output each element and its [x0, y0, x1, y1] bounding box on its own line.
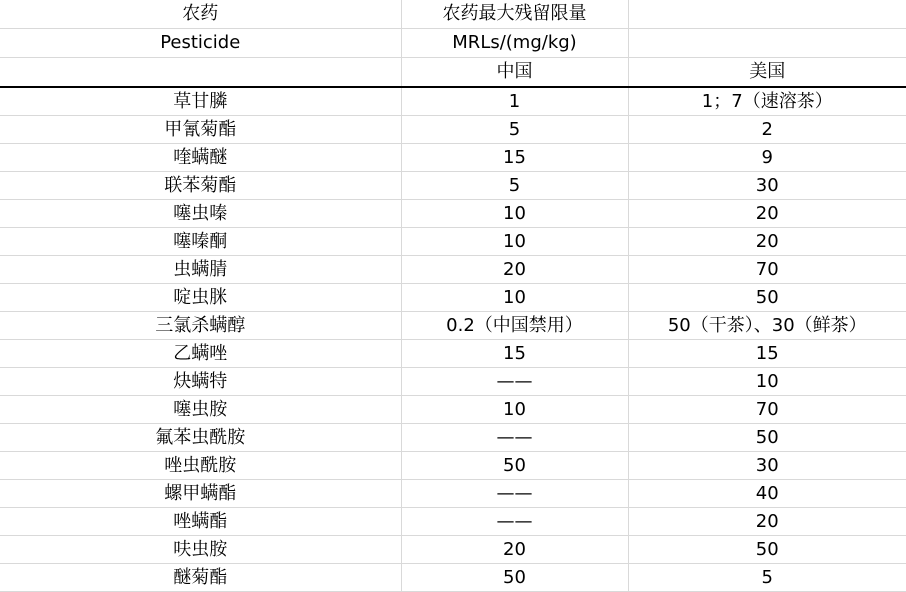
table-row — [0, 284, 906, 312]
pesticide-name-cell: 虫螨腈 — [0, 256, 401, 284]
pesticide-name-cell: 氟苯虫酰胺 — [0, 424, 401, 452]
table-row — [0, 480, 906, 508]
china-mrl-cell: —— — [401, 424, 628, 452]
table-row — [0, 256, 906, 284]
header-mrl-unit: MRLs/(mg/kg) — [401, 29, 628, 58]
data-rows — [0, 87, 906, 592]
pesticide-name-cell: 噻嗪酮 — [0, 228, 401, 256]
usa-mrl-cell: 50 — [628, 536, 906, 564]
china-mrl-cell: 5 — [401, 116, 628, 144]
usa-mrl-cell: 20 — [628, 228, 906, 256]
usa-mrl-cell: 2 — [628, 116, 906, 144]
table-row — [0, 564, 906, 592]
usa-mrl-cell: 1；7（速溶茶） — [628, 87, 906, 116]
china-mrl-cell: 50 — [401, 564, 628, 592]
table-row — [0, 144, 906, 172]
table-row — [0, 508, 906, 536]
header-row-1 — [0, 0, 906, 29]
table-row — [0, 396, 906, 424]
table-row — [0, 116, 906, 144]
china-mrl-cell: 15 — [401, 144, 628, 172]
pesticide-name-cell: 联苯菊酯 — [0, 172, 401, 200]
header-empty-cell — [628, 29, 906, 58]
header-empty-cell — [628, 0, 906, 29]
china-mrl-cell: 5 — [401, 172, 628, 200]
table-row — [0, 228, 906, 256]
china-mrl-cell: 10 — [401, 200, 628, 228]
header-pesticide-zh: 农药 — [0, 0, 401, 29]
header-row-2 — [0, 29, 906, 58]
table-row — [0, 200, 906, 228]
usa-mrl-cell: 50（干茶）、30（鲜茶） — [628, 312, 906, 340]
header-pesticide-en: Pesticide — [0, 29, 401, 58]
header-mrl-zh: 农药最大残留限量 — [401, 0, 628, 29]
usa-mrl-cell: 50 — [628, 284, 906, 312]
china-mrl-cell: 15 — [401, 340, 628, 368]
table-row — [0, 340, 906, 368]
china-mrl-cell: —— — [401, 508, 628, 536]
table-row — [0, 87, 906, 116]
china-mrl-cell: 10 — [401, 284, 628, 312]
table-row — [0, 172, 906, 200]
header-usa: 美国 — [628, 58, 906, 88]
pesticide-name-cell: 三氯杀螨醇 — [0, 312, 401, 340]
usa-mrl-cell: 9 — [628, 144, 906, 172]
table-row — [0, 368, 906, 396]
header-row-3 — [0, 58, 906, 88]
china-mrl-cell: 20 — [401, 536, 628, 564]
usa-mrl-cell: 50 — [628, 424, 906, 452]
usa-mrl-cell: 5 — [628, 564, 906, 592]
pesticide-name-cell: 唑螨酯 — [0, 508, 401, 536]
china-mrl-cell: 20 — [401, 256, 628, 284]
header-empty-cell — [0, 58, 401, 88]
pesticide-name-cell: 唑虫酰胺 — [0, 452, 401, 480]
usa-mrl-cell: 30 — [628, 452, 906, 480]
pesticide-name-cell: 喹螨醚 — [0, 144, 401, 172]
china-mrl-cell: —— — [401, 368, 628, 396]
pesticide-name-cell: 啶虫脒 — [0, 284, 401, 312]
table-row — [0, 424, 906, 452]
table-row — [0, 536, 906, 564]
pesticide-name-cell: 噻虫胺 — [0, 396, 401, 424]
pesticide-name-cell: 呋虫胺 — [0, 536, 401, 564]
pesticide-name-cell: 螺甲螨酯 — [0, 480, 401, 508]
china-mrl-cell: 10 — [401, 228, 628, 256]
china-mrl-cell: 50 — [401, 452, 628, 480]
usa-mrl-cell: 70 — [628, 396, 906, 424]
usa-mrl-cell: 10 — [628, 368, 906, 396]
header-china: 中国 — [401, 58, 628, 88]
china-mrl-cell: 1 — [401, 87, 628, 116]
pesticide-name-cell: 乙螨唑 — [0, 340, 401, 368]
pesticide-name-cell: 甲氰菊酯 — [0, 116, 401, 144]
usa-mrl-cell: 20 — [628, 508, 906, 536]
table-row — [0, 312, 906, 340]
usa-mrl-cell: 30 — [628, 172, 906, 200]
usa-mrl-cell: 70 — [628, 256, 906, 284]
china-mrl-cell: —— — [401, 480, 628, 508]
pesticide-name-cell: 噻虫嗪 — [0, 200, 401, 228]
pesticide-name-cell: 草甘膦 — [0, 87, 401, 116]
usa-mrl-cell: 40 — [628, 480, 906, 508]
china-mrl-cell: 0.2（中国禁用） — [401, 312, 628, 340]
usa-mrl-cell: 15 — [628, 340, 906, 368]
table-row — [0, 452, 906, 480]
china-mrl-cell: 10 — [401, 396, 628, 424]
pesticide-name-cell: 醚菊酯 — [0, 564, 401, 592]
usa-mrl-cell: 20 — [628, 200, 906, 228]
pesticide-name-cell: 炔螨特 — [0, 368, 401, 396]
